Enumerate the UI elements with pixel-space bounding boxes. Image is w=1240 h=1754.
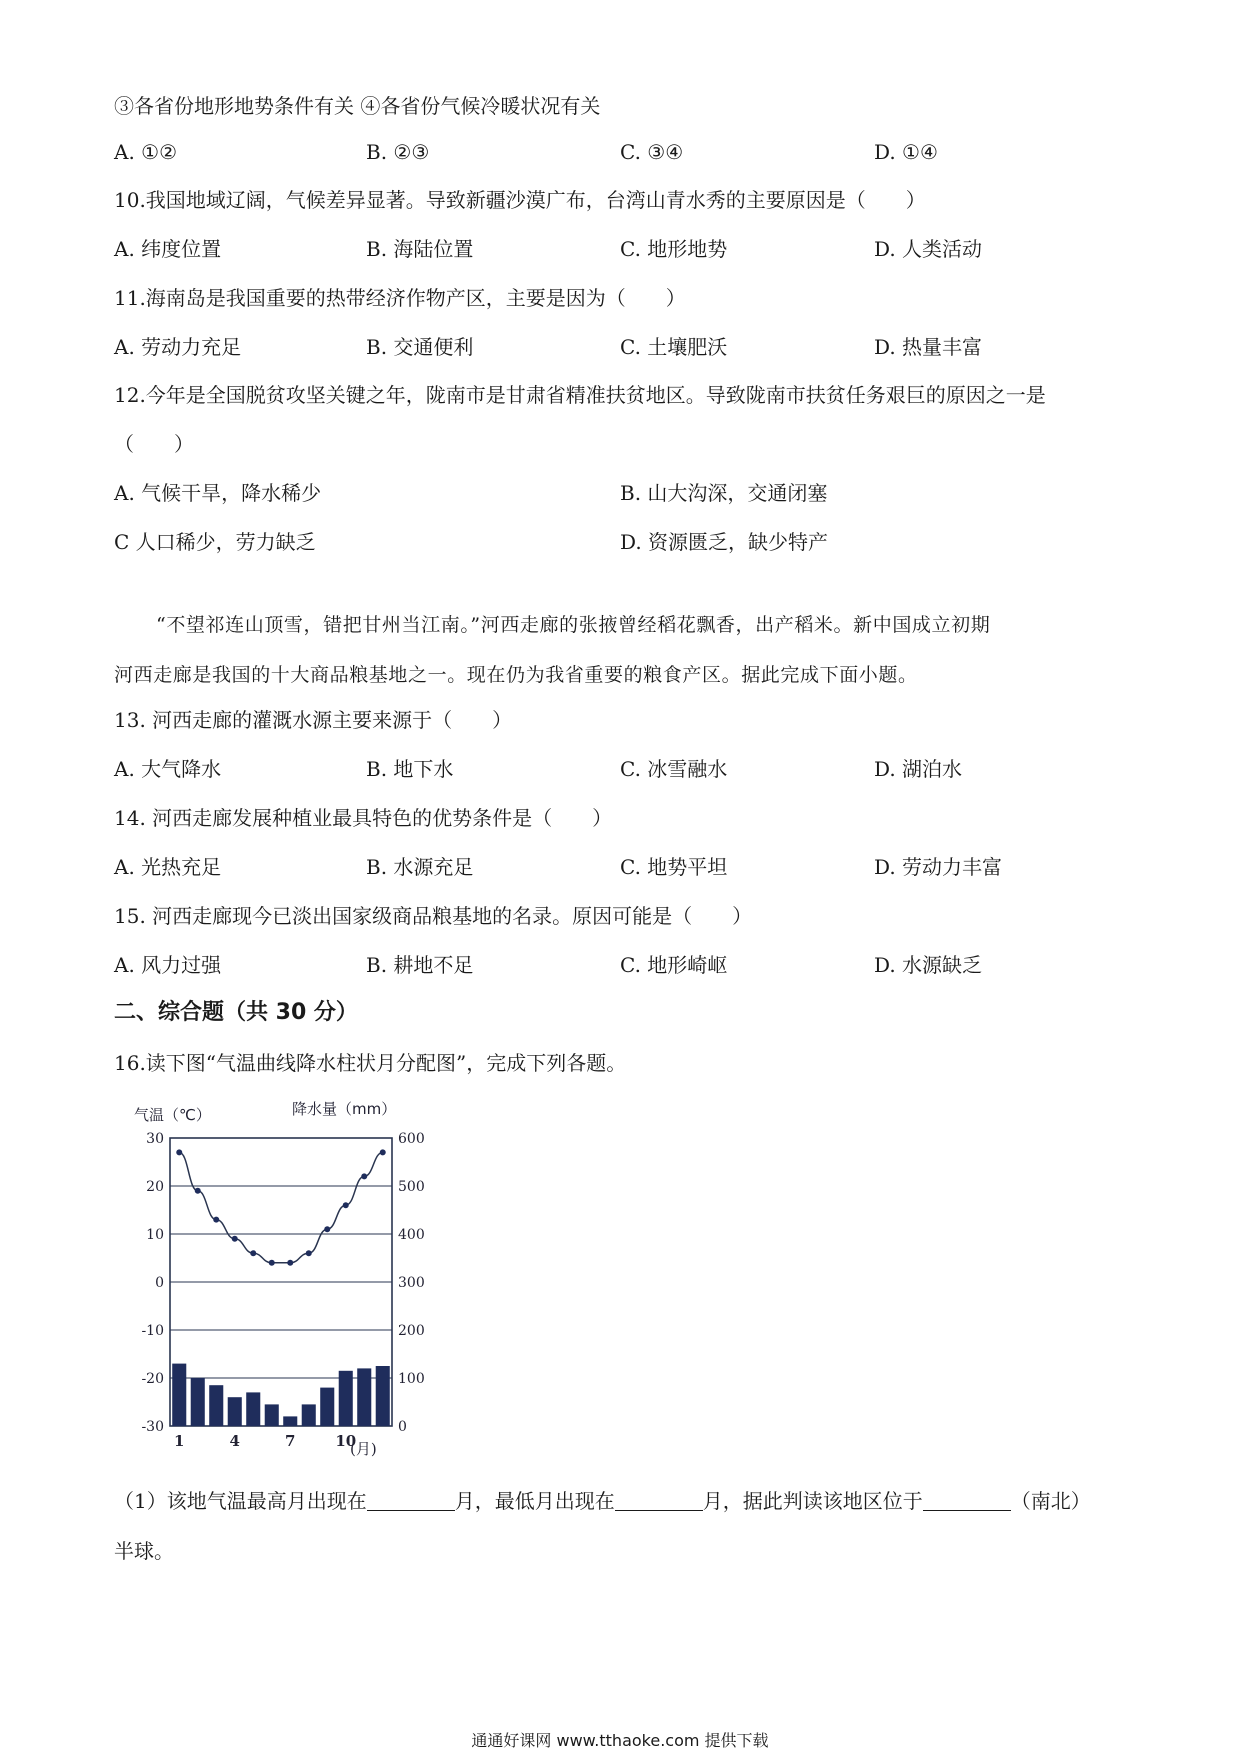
q12-stem: 12.今年是全国脱贫攻坚关键之年，陇南市是甘肃省精准扶贫地区。导致陇南市扶贫任务艰巨的原因之一是 [114, 383, 1046, 407]
q14-option-b: B. 水源充足 [366, 855, 474, 879]
temperature-point [343, 1202, 349, 1208]
q14-option-a: A. 光热充足 [114, 855, 222, 879]
q15-option-a: A. 风力过强 [114, 953, 222, 977]
precipitation-bar [320, 1388, 334, 1426]
temperature-point [269, 1260, 275, 1266]
q16-sub1 [114, 1487, 1091, 1515]
q13-stem: 13. 河西走廊的灌溉水源主要来源于（ ） [114, 708, 513, 732]
q14-option-d: D. 劳动力丰富 [874, 855, 1003, 879]
temperature-point [250, 1250, 256, 1256]
q10-option-a: A. 纬度位置 [114, 237, 222, 261]
q9-option-b: B. ②③ [366, 140, 430, 164]
q10-option-b: B. 海陆位置 [366, 237, 474, 261]
answer-blank-highest-month[interactable] [367, 1490, 455, 1511]
precipitation-bar [172, 1364, 186, 1426]
precipitation-bar [302, 1404, 316, 1426]
temperature-point [380, 1149, 386, 1155]
q9-option-c: C. ③④ [620, 140, 684, 164]
passage-line-2: 河西走廊是我国的十大商品粮基地之一。现在仍为我省重要的粮食产区。据此完成下面小题。 [114, 664, 918, 686]
temperature-point [213, 1217, 219, 1223]
month-unit-label: (月) [350, 1440, 377, 1458]
q10-option-d: D. 人类活动 [874, 237, 983, 261]
q12-stem-bracket: （ ） [114, 432, 194, 456]
month-tick-label: 7 [285, 1432, 296, 1450]
q15-stem: 15. 河西走廊现今已淡出国家级商品粮基地的名录。原因可能是（ ） [114, 904, 753, 928]
precipitation-tick-label: 0 [398, 1419, 407, 1435]
q15-option-b: B. 耕地不足 [366, 953, 474, 977]
q11-stem: 11.海南岛是我国重要的热带经济作物产区，主要是因为（ ） [114, 286, 686, 310]
q14-option-c: C. 地势平坦 [620, 855, 728, 879]
answer-blank-lowest-month[interactable] [615, 1490, 703, 1511]
precipitation-tick-label: 400 [398, 1227, 425, 1243]
q16-stem: 16.读下图“气温曲线降水柱状月分配图”，完成下列各题。 [114, 1051, 627, 1075]
precipitation-axis-label: 降水量（mm） [292, 1100, 397, 1118]
month-tick-label: 4 [229, 1432, 240, 1450]
q11-option-d: D. 热量丰富 [874, 335, 983, 359]
precipitation-tick-label: 100 [398, 1371, 425, 1387]
q12-option-a: A. 气候干旱，降水稀少 [114, 481, 322, 505]
temperature-axis-label: 气温（℃） [134, 1106, 211, 1124]
q15-option-c: C. 地形崎岖 [620, 953, 728, 977]
precipitation-tick-label: 200 [398, 1323, 425, 1339]
precipitation-bar [339, 1371, 353, 1426]
q12-option-d: D. 资源匮乏，缺少特产 [620, 530, 829, 554]
precipitation-bar [246, 1392, 260, 1426]
q14-stem: 14. 河西走廊发展种植业最具特色的优势条件是（ ） [114, 806, 613, 830]
precipitation-bar [228, 1397, 242, 1426]
reading-passage [114, 600, 1134, 700]
precipitation-tick-label: 500 [398, 1179, 425, 1195]
q11-option-b: B. 交通便利 [366, 335, 474, 359]
precipitation-bar [283, 1416, 297, 1426]
section-heading: 二、综合题（共 30 分） [114, 1000, 358, 1025]
temperature-curve [179, 1152, 383, 1262]
q10-option-c: C. 地形地势 [620, 237, 728, 261]
temperature-point [361, 1173, 367, 1179]
temperature-tick-label: 10 [146, 1227, 164, 1243]
temperature-point [306, 1250, 312, 1256]
q9-statements: ③各省份地形地势条件有关 ④各省份气候冷暖状况有关 [114, 94, 601, 118]
q11-option-c: C. 土壤肥沃 [620, 335, 728, 359]
temperature-point [287, 1260, 293, 1266]
q13-option-d: D. 湖泊水 [874, 757, 963, 781]
sub1-part-3: 月，据此判读该地区位于 [702, 1489, 923, 1513]
answer-blank-hemisphere[interactable] [923, 1490, 1011, 1511]
temperature-tick-label: 30 [146, 1131, 164, 1147]
temperature-point [195, 1188, 201, 1194]
temperature-point [324, 1226, 330, 1232]
q15-option-d: D. 水源缺乏 [874, 953, 983, 977]
precipitation-bar [357, 1368, 371, 1426]
q10-stem: 10.我国地域辽阔，气候差异显著。导致新疆沙漠广布，台湾山青水秀的主要原因是（ ） [114, 188, 926, 212]
temperature-tick-label: -20 [141, 1371, 164, 1387]
sub1-part-4: （南北） [1010, 1489, 1091, 1513]
month-tick-label: 10 [335, 1432, 357, 1450]
q12-option-c: C 人口稀少，劳力缺乏 [114, 530, 316, 554]
q16-sub1-cont: 半球。 [114, 1539, 174, 1563]
precipitation-bar [209, 1385, 223, 1426]
precipitation-bar [191, 1378, 205, 1426]
temperature-point [232, 1236, 238, 1242]
temperature-tick-label: 20 [146, 1179, 164, 1195]
q11-option-a: A. 劳动力充足 [114, 335, 242, 359]
q12-option-b: B. 山大沟深，交通闭塞 [620, 481, 828, 505]
temperature-tick-label: -30 [141, 1419, 164, 1435]
temperature-tick-label: -10 [141, 1323, 164, 1339]
temperature-tick-label: 0 [155, 1275, 164, 1291]
precipitation-tick-label: 300 [398, 1275, 425, 1291]
passage-line-1: “不望祁连山顶雪，错把甘州当江南。”河西走廊的张掖曾经稻花飘香，出产稻米。新中国成立初期 [156, 614, 991, 636]
climate-chart [120, 1090, 460, 1470]
q13-option-c: C. 冰雪融水 [620, 757, 728, 781]
page-footer: 通通好课网 www.tthaoke.com 提供下载 [471, 1731, 769, 1750]
precipitation-tick-label: 600 [398, 1131, 425, 1147]
q13-option-b: B. 地下水 [366, 757, 454, 781]
q9-option-d: D. ①④ [874, 140, 938, 164]
q9-option-a: A. ①② [114, 140, 178, 164]
month-tick-label: 1 [174, 1432, 185, 1450]
temperature-point [176, 1149, 182, 1155]
sub1-part-2: 月，最低月出现在 [454, 1489, 615, 1513]
sub1-part-1: （1）该地气温最高月出现在 [114, 1489, 367, 1513]
precipitation-bar [376, 1366, 390, 1426]
precipitation-bar [265, 1404, 279, 1426]
q13-option-a: A. 大气降水 [114, 757, 222, 781]
